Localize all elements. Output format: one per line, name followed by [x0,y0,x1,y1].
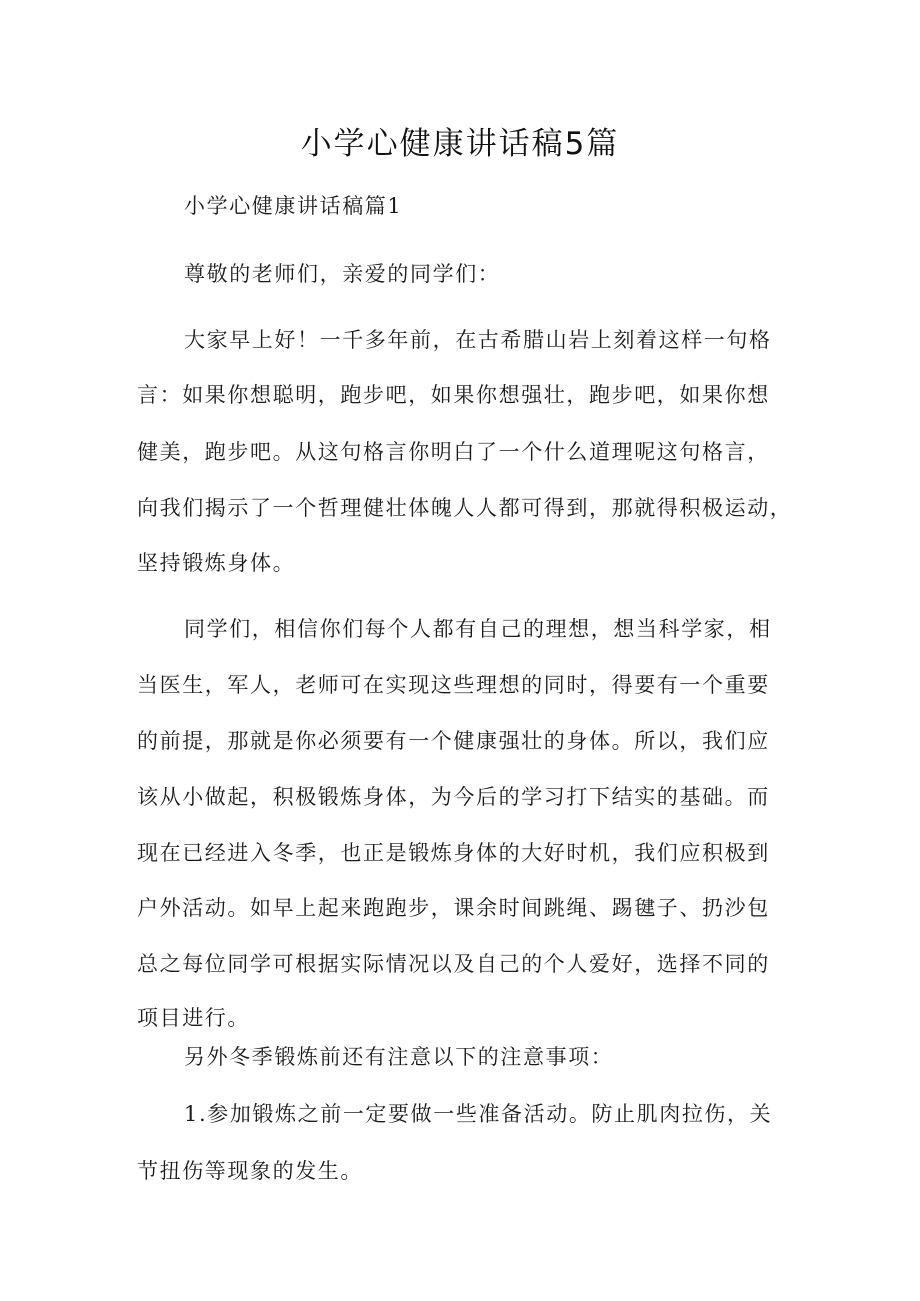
item1-line-1: 1.参加锻炼之前一定要做一些准备活动。防止肌肉拉伤，关 [184,1102,773,1126]
paragraph2-line-4: 该从小做起，积极锻炼身体，为今后的学习打下结实的基础。而 [137,785,770,809]
paragraph1-line-4: 向我们揭示了一个哲理健壮体魄人人都可得到，那就得积极运动， [137,496,793,520]
paragraph1-line-2: 言：如果你想聪明，跑步吧，如果你想强壮，跑步吧，如果你想 [137,383,770,407]
item1-line-2: 节扭伤等现象的发生。 [137,1159,363,1183]
paragraph3: 另外冬季锻炼前还有注意以下的注意事项： [184,1045,614,1069]
paragraph1-line-1: 大家早上好！一千多年前，在古希腊山岩上刻着这样一句格 [184,328,772,352]
section-heading: 小学心健康讲话稿篇1 [184,194,403,218]
paragraph1-line-5: 坚持锻炼身体。 [137,551,296,575]
paragraph2-line-7: 总之每位同学可根据实际情况以及自己的个人爱好，选择不同的 [137,952,770,976]
paragraph2-line-8: 项目进行。 [137,1006,250,1030]
paragraph2-line-6: 户外活动。如早上起来跑跑步，课余时间跳绳、踢毽子、扔沙包 [137,896,770,920]
paragraph2-line-2: 当医生，军人，老师可在实现这些理想的同时，得要有一个重要 [137,673,770,697]
paragraph2-line-5: 现在已经进入冬季，也正是锻炼身体的大好时机，我们应积极到 [137,841,770,865]
document-title: 小学心健康讲话稿5篇 [300,126,620,162]
paragraph2-line-1: 同学们，相信你们每个人都有自己的理想，想当科学家，相 [184,617,772,641]
paragraph2-line-3: 的前提，那就是你必须要有一个健康强壮的身体。所以，我们应 [137,729,770,753]
salutation: 尊敬的老师们，亲爱的同学们： [184,262,501,286]
paragraph1-line-3: 健美，跑步吧。从这句格言你明白了一个什么道理呢这句格言， [137,440,770,464]
